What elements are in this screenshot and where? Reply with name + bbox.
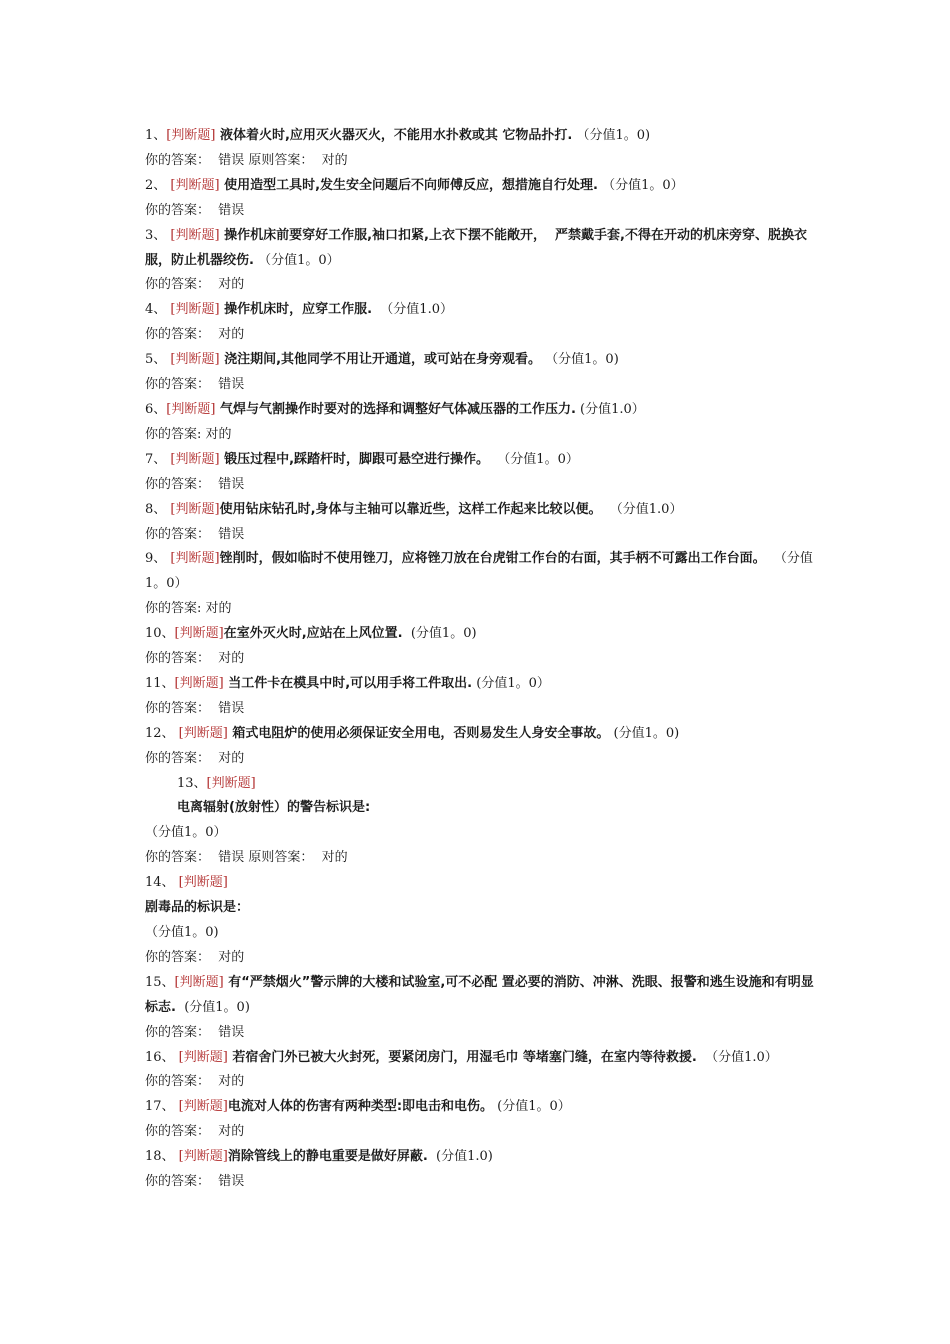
question-number: 6、: [145, 401, 167, 417]
answer-line: 你的答案： 对的: [145, 949, 245, 965]
question-line: [145, 672, 815, 697]
question-score: （分值1。0）: [489, 451, 579, 467]
question-line: [145, 722, 815, 747]
question-type-tag: [判断题]: [166, 302, 220, 318]
answer-line: 你的答案: 对的: [145, 426, 232, 442]
question-type-tag: [判断题]: [166, 177, 220, 193]
question-block: [145, 547, 815, 622]
question-text: 操作机床前要穿好工作服,袖口扣紧,上衣下摆不能敞开， 严禁戴手套,不得在开动的机床旁穿、脱换衣服，防止机器绞伤.: [145, 227, 807, 268]
question-line: [145, 1095, 815, 1120]
question-block: [145, 622, 815, 672]
question-score: （分值1。0）: [253, 252, 340, 268]
question-line: [145, 298, 815, 323]
question-score: （分值1。0): [572, 128, 651, 143]
answer-line: 你的答案： 错误: [145, 700, 245, 716]
question-block: [145, 124, 815, 174]
question-text: 消除管线上的静电重要是做好屏蔽.: [227, 1149, 428, 1165]
question-text: 浇注期间,其他同学不用让开通道，或可站在身旁观看。: [219, 352, 542, 368]
question-score: （分值1.0）: [696, 1049, 778, 1065]
question-text: 在室外灭火时,应站在上风位置.: [223, 626, 403, 642]
question-score: (分值1.0）: [575, 401, 645, 417]
question-line: [145, 224, 815, 274]
question-number: 5、: [145, 352, 167, 368]
question-text: 操作机床时，应穿工作服.: [219, 302, 373, 318]
question-number: 11、: [145, 675, 175, 691]
question-type-tag: [判断题]: [174, 626, 224, 642]
question-block: [145, 224, 815, 299]
question-text: 箱式电阻炉的使用必须保证安全用电，否则易发生人身安全事故。: [227, 725, 610, 741]
question-type-tag: [判断题]: [174, 974, 224, 990]
question-type-tag: [判断题]: [166, 401, 216, 417]
question-number: 4、: [145, 302, 167, 318]
question-number: 10、: [145, 626, 175, 642]
question-number: 7、: [145, 451, 167, 467]
question-type-tag: [判断题]: [174, 675, 224, 691]
question-line: [145, 398, 815, 423]
question-type-tag: [判断题]: [166, 501, 220, 517]
question-text: 电流对人体的伤害有两种类型:即电击和电伤。: [227, 1099, 494, 1115]
answer-line: 你的答案： 对的: [145, 1074, 245, 1090]
question-text: 使用造型工具时,发生安全问题后不向师傅反应，想措施自行处理.: [219, 177, 598, 193]
answer-line: 你的答案: 对的: [145, 601, 232, 617]
question-block: [145, 672, 815, 722]
question-number: 14、: [145, 875, 175, 891]
question-line: [145, 348, 815, 373]
question-line: [145, 1046, 815, 1071]
question-block: [145, 448, 815, 498]
question-score: (分值1。0): [402, 626, 477, 642]
answer-line: 你的答案： 对的: [145, 327, 245, 343]
question-score: (分值1.0): [427, 1149, 493, 1165]
question-block: [145, 398, 815, 448]
question-text: 有“严禁烟火”警示牌的大楼和试验室,可不必配 置必要的消防、冲淋、洗眼、报警和逃生设施和有明显标志.: [145, 974, 814, 1015]
question-number: 2、: [145, 177, 167, 193]
question-type-tag: [判断题]: [174, 1099, 228, 1115]
question-text: 锻压过程中,踩踏杆时，脚跟可悬空进行操作。: [219, 451, 490, 467]
question-number: 3、: [145, 227, 167, 243]
question-block: [145, 971, 815, 1046]
question-score: (分值1。0）: [472, 675, 550, 691]
answer-line: 你的答案： 对的: [145, 277, 245, 293]
question-type-tag: [判断题]: [166, 227, 220, 243]
answer-line: 你的答案： 对的: [145, 1124, 245, 1140]
question-type-tag: [判断题]: [174, 1149, 228, 1165]
question-score: （分值1.0）: [601, 501, 683, 517]
question-line: [145, 622, 815, 647]
answer-line: 你的答案： 错误: [145, 202, 245, 218]
answer-line: 你的答案： 错误 原则答案： 对的: [145, 850, 348, 866]
question-score: （分值1。0): [541, 352, 619, 368]
question-block: [145, 498, 815, 548]
question-block: [145, 1046, 815, 1096]
question-number: 8、: [145, 501, 167, 517]
question-type-tag: [判断题]: [174, 725, 228, 741]
question-number: 12、: [145, 725, 175, 741]
question-number: 18、: [145, 1149, 175, 1165]
question-number: 1、: [145, 128, 167, 143]
question-score: (分值1。0): [175, 999, 250, 1015]
answer-line: 你的答案： 错误: [145, 1024, 245, 1040]
answer-line: 你的答案： 错误: [145, 526, 245, 542]
question-line: [145, 871, 815, 896]
answer-line: 你的答案： 对的: [145, 651, 245, 667]
question-block: [145, 772, 815, 872]
question-score: (分值1。0): [609, 725, 680, 741]
question-number: 17、: [145, 1099, 175, 1115]
question-text: 剧毒品的标识是：: [145, 900, 250, 916]
answer-line: 你的答案： 错误: [145, 377, 245, 393]
question-text: 使用钻床钻孔时,身体与主轴可以靠近些，这样工作起来比较以便。: [219, 501, 602, 517]
question-block: [145, 722, 815, 772]
question-block: [145, 871, 815, 971]
question-type-tag: [判断题]: [174, 875, 228, 891]
question-block: [145, 348, 815, 398]
question-number: 15、: [145, 974, 175, 990]
question-text: 若宿舍门外已被大火封死，要紧闭房门，用湿毛巾 等堵塞门缝，在室内等待救援.: [227, 1049, 697, 1065]
question-block: [145, 1145, 815, 1195]
question-line: [145, 1145, 815, 1170]
question-text: 电离辐射(放射性）的警告标识是:: [177, 800, 371, 816]
question-text: 液体着火时,应用灭火器灭火，不能用水扑救或其 它物品扑打.: [215, 128, 573, 143]
question-type-tag: [判断题]: [166, 451, 220, 467]
answer-line: 你的答案： 对的: [145, 750, 245, 766]
quiz-results: [145, 124, 815, 1195]
question-score: （分值1。0）: [145, 825, 227, 841]
question-text: 锉削时，假如临时不使用锉刀，应将锉刀放在台虎钳工作台的右面，其手柄不可露出工作台面。: [219, 551, 766, 567]
question-type-tag: [判断题]: [166, 551, 220, 567]
question-line: [145, 448, 815, 473]
question-score: （分值1。0）: [145, 551, 813, 592]
question-number: 16、: [145, 1049, 175, 1065]
question-block: [145, 298, 815, 348]
question-line: [145, 547, 815, 597]
question-line: [145, 498, 815, 523]
question-line: [145, 971, 815, 1021]
answer-line: 你的答案： 错误 原则答案： 对的: [145, 152, 348, 168]
answer-line: 你的答案： 错误: [145, 1174, 245, 1190]
question-line: [145, 124, 815, 149]
question-line: [145, 174, 815, 199]
question-text: 气焊与气割操作时要对的选择和调整好气体减压器的工作压力.: [215, 401, 576, 417]
question-type-tag: [判断题]: [166, 352, 220, 368]
question-score: (分值1。0）: [493, 1099, 571, 1115]
answer-line: 你的答案： 错误: [145, 476, 245, 492]
question-text: 当工件卡在模具中时,可以用手将工件取出.: [223, 675, 473, 691]
question-score: （分值1。0）: [597, 177, 684, 193]
question-number: 13、: [177, 775, 207, 791]
question-type-tag: [判断题]: [206, 775, 256, 791]
question-block: [145, 1095, 815, 1145]
question-type-tag: [判断题]: [166, 128, 216, 143]
question-type-tag: [判断题]: [174, 1049, 228, 1065]
question-score: （分值1.0）: [372, 302, 453, 318]
question-line: [145, 772, 815, 797]
question-score: （分值1。0): [145, 925, 219, 940]
question-number: 9、: [145, 551, 167, 567]
question-block: [145, 174, 815, 224]
